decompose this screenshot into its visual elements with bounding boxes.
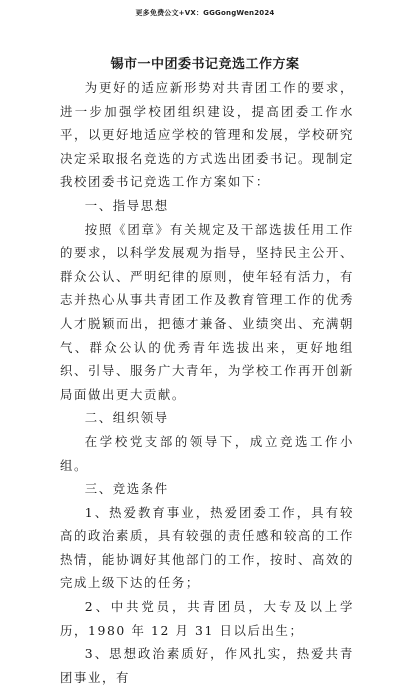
- intro-paragraph: 为更好的适应新形势对共青团工作的要求，进一步加强学校团组织建设，提高团委工作水平，以更好地适应学校的管理和发展，学校研究决定采取报名竞选的方式选出团委书记。现制定我校团委书记竞选工作方案如下：: [60, 80, 354, 190]
- section-heading-guiding-ideology: 一、指导思想: [84, 197, 169, 213]
- page-title: 锡市一中团委书记竞选工作方案: [110, 57, 300, 72]
- section-heading-organization: 二、组织领导: [84, 410, 169, 426]
- condition-item-2: 2、中共党员，共青团员，大专及以上学历，1980 年 12 月 31 日以后出生；: [60, 599, 354, 638]
- paragraph-organization: 在学校党支部的领导下，成立竞选工作小组。: [60, 433, 354, 473]
- condition-item-1: 1、热爱教育事业，热爱团委工作，具有较高的政治素质，具有较强的责任感和较高的工作热情，能协调好其他部门的工作，按时、高效的完成上级下达的任务；: [60, 504, 354, 591]
- paragraph-guiding-ideology: 按照《团章》有关规定及干部选拔任用工作的要求，以科学发展观为指导，坚持民主公开、群众公认、严明纪律的原则，使年轻有活力，有志并热心从事共青团工作及教育管理工作的优秀人才脱颖而出，把德才兼备、业绩突出、充满朝气、群众公认的优秀青年选拔出来，更好地组织、引导、服务广大青年，为学校工作再开创新局面做出更大贡献。: [60, 221, 354, 402]
- document-body: [60, 76, 354, 689]
- header-note: 更多免费公文+VX：GGGongWen2024: [135, 9, 275, 17]
- condition-item-3: 3、思想政治素质好，作风扎实，热爱共青团事业，有: [60, 646, 354, 685]
- section-heading-conditions: 三、竞选条件: [84, 481, 169, 497]
